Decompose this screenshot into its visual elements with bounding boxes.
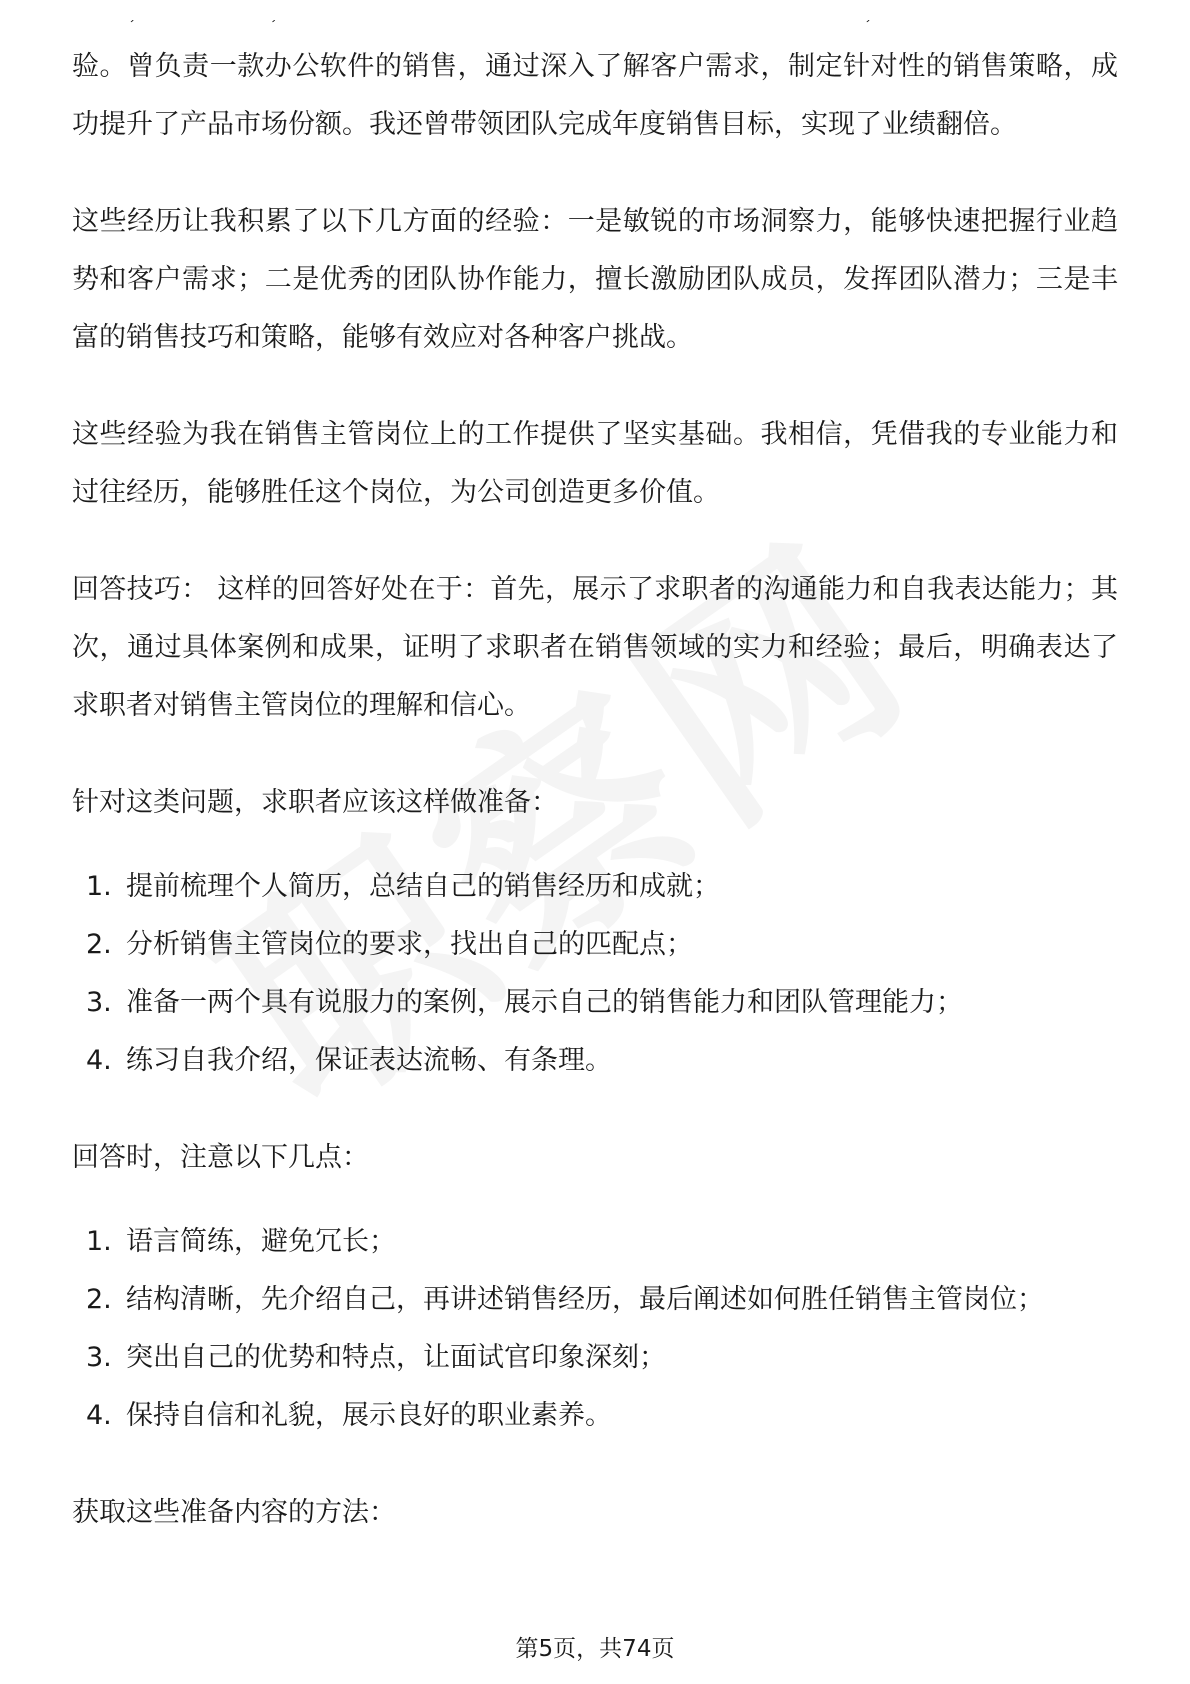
list-number: 3. — [86, 1342, 112, 1373]
list-text: 突出自己的优势和特点，让面试官印象深刻； — [126, 1342, 666, 1373]
list-number: 3. — [86, 987, 112, 1018]
list-text: 语言简练，避免冗长； — [126, 1226, 396, 1257]
list-text: 准备一两个具有说服力的案例，展示自己的销售能力和团队管理能力； — [126, 987, 963, 1018]
list-text: 练习自我介绍，保证表达流畅、有条理。 — [126, 1045, 612, 1076]
list-number: 1. — [86, 1226, 112, 1257]
paragraph-foundation: 这些经验为我在销售主管岗位上的工作提供了坚实基础。我相信，凭借我的专业能力和过往经历，能够胜任这个岗位，为公司创造更多价值。 — [72, 419, 1118, 508]
tips-list — [72, 1213, 1118, 1445]
list-item — [72, 1213, 1118, 1271]
paragraph-tips-heading: 回答时，注意以下几点： — [72, 1142, 369, 1173]
list-text: 保持自信和礼貌，展示良好的职业素养。 — [126, 1400, 612, 1431]
list-number: 4. — [86, 1045, 112, 1076]
list-item — [72, 1271, 1118, 1329]
list-number: 1. — [86, 871, 112, 902]
list-item — [72, 916, 1118, 974]
top-crop-edge — [0, 0, 1190, 20]
paragraph-experience: 这些经历让我积累了以下几方面的经验：一是敏锐的市场洞察力，能够快速把握行业趋势和客户需求；二是优秀的团队协作能力，擅长激励团队成员，发挥团队潜力；三是丰富的销售技巧和策略，能够有效应对各种客户挑战。 — [72, 206, 1118, 353]
list-number: 2. — [86, 1284, 112, 1315]
paragraph-prep-heading: 针对这类问题，求职者应该这样做准备： — [72, 787, 558, 818]
list-text: 提前梳理个人简历，总结自己的销售经历和成就； — [126, 871, 720, 902]
list-item — [72, 974, 1118, 1032]
list-number: 2. — [86, 929, 112, 960]
list-number: 4. — [86, 1400, 112, 1431]
list-text: 分析销售主管岗位的要求，找出自己的匹配点； — [126, 929, 693, 960]
page-number: 第5页，共74页 — [515, 1636, 675, 1662]
prep-list — [72, 858, 1118, 1090]
list-item — [72, 858, 1118, 916]
paragraph-answer-tips: 回答技巧： 这样的回答好处在于：首先，展示了求职者的沟通能力和自我表达能力；其次，通过具体案例和成果，证明了求职者在销售领域的实力和经验；最后，明确表达了求职者对销售主管岗位的理解和信心。 — [72, 574, 1118, 721]
document-body — [72, 22, 1118, 1542]
list-item — [72, 1032, 1118, 1090]
list-item — [72, 1329, 1118, 1387]
list-item — [72, 1387, 1118, 1445]
paragraph-intro: 验。曾负责一款办公软件的销售，通过深入了解客户需求，制定针对性的销售策略，成功提升了产品市场份额。我还曾带领团队完成年度销售目标，实现了业绩翻倍。 — [72, 51, 1118, 140]
paragraph-methods-heading: 获取这些准备内容的方法： — [72, 1497, 396, 1528]
list-text: 结构清晰，先介绍自己，再讲述销售经历，最后阐述如何胜任销售主管岗位； — [126, 1284, 1044, 1315]
